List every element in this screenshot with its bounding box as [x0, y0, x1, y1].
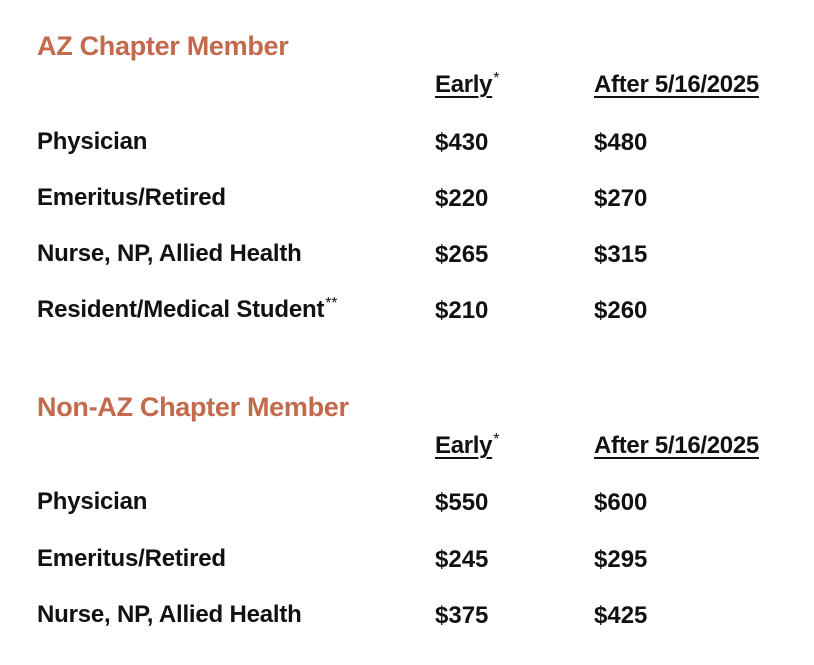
price-early: $265: [435, 241, 489, 268]
price-early: $245: [435, 546, 489, 573]
price-after: $270: [594, 185, 648, 212]
row-label-physician: Physician: [37, 488, 148, 515]
price-early: $430: [435, 129, 489, 156]
price-early: $550: [435, 489, 489, 516]
row-label-resident-medical-student: Resident/Medical Student**: [37, 295, 338, 323]
row-label-physician: Physician: [37, 128, 148, 155]
price-after: $315: [594, 241, 648, 268]
price-after: $260: [594, 297, 648, 324]
column-header-after: After 5/16/2025: [594, 71, 759, 98]
column-header-early-label: Early: [435, 432, 493, 459]
column-header-early-label: Early: [435, 71, 493, 98]
column-header-early: Early*: [435, 431, 500, 459]
price-early: $220: [435, 185, 489, 212]
row-label-emeritus-retired: Emeritus/Retired: [37, 545, 226, 572]
section-title: Non-AZ Chapter Member: [37, 392, 349, 422]
row-label-emeritus-retired: Emeritus/Retired: [37, 184, 226, 211]
row-label-nurse-np-allied-health: Nurse, NP, Allied Health: [37, 240, 302, 267]
price-after: $425: [594, 602, 648, 629]
price-after: $600: [594, 489, 648, 516]
price-after: $480: [594, 129, 648, 156]
price-early: $210: [435, 297, 489, 324]
price-after: $295: [594, 546, 648, 573]
resident-footnote-mark: **: [325, 295, 338, 312]
section-title: AZ Chapter Member: [37, 31, 289, 61]
column-header-after: After 5/16/2025: [594, 432, 759, 459]
column-header-early: Early*: [435, 70, 500, 98]
row-label-nurse-np-allied-health: Nurse, NP, Allied Health: [37, 601, 302, 628]
price-early: $375: [435, 602, 489, 629]
